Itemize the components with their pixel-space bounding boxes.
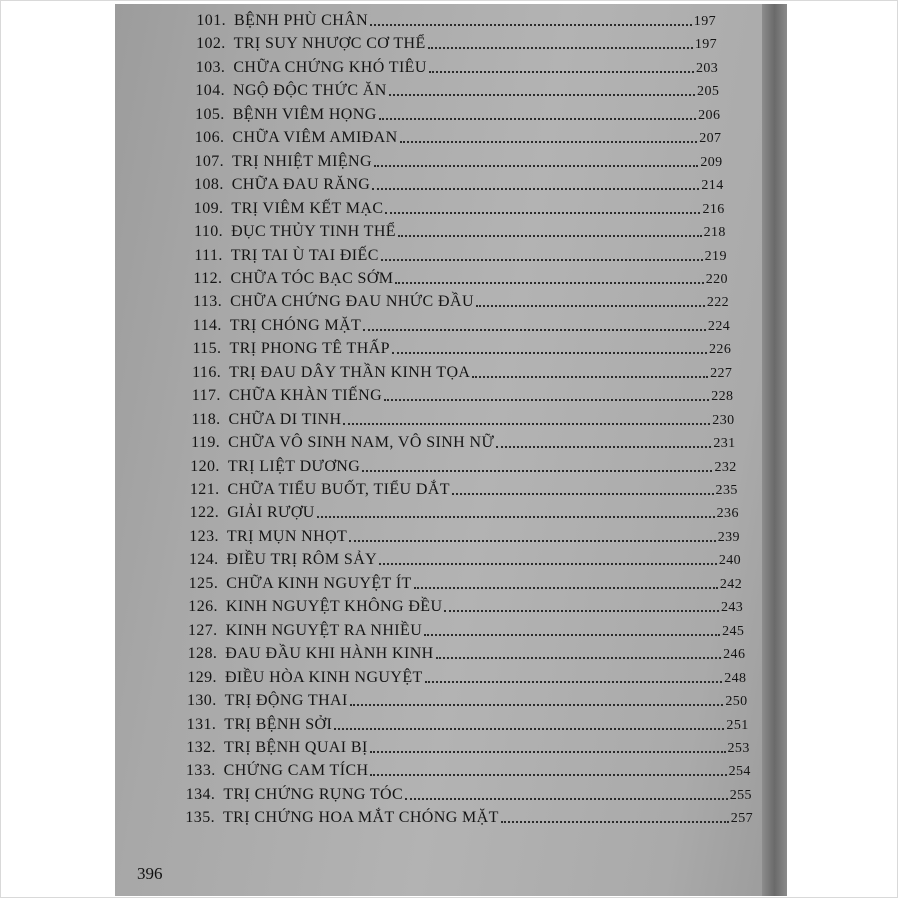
dot-leader [452,492,714,495]
dot-leader [379,562,717,565]
dot-leader [370,773,726,776]
dot-leader [381,258,703,261]
dot-leader [374,164,698,167]
toc-entry-title: KINH NGUYỆT KHÔNG ĐỀU [225,598,443,616]
toc-entry-title: TRỊ BỆNH SỞI [224,715,333,733]
dot-leader [436,656,722,659]
dot-leader [414,586,718,589]
toc-entry [187,243,727,265]
toc-entry-number: 104. [195,82,226,100]
toc-entry-number: 121. [189,481,220,498]
toc-entry-title: TRỊ LIỆT DƯƠNG [227,457,361,475]
toc-entry-page: 231 [713,436,736,452]
dot-leader [363,328,706,331]
toc-entry-page: 248 [724,670,747,686]
toc-entry-number: 111. [194,246,223,264]
toc-entry-number: 114. [192,316,222,334]
dot-leader [444,609,719,612]
dot-leader [317,515,715,518]
toc-entry-number: 105. [195,105,225,123]
toc-entry-number: 125. [188,574,219,592]
toc-entry-title: TRỊ NHIỆT MIỆNG [232,152,372,170]
toc-entry-title: TRỊ CHỨNG HOA MẮT CHÓNG MẶT [223,809,499,827]
toc-entry-number: 120. [190,457,220,475]
toc-entry-page: 214 [701,178,724,194]
toc-entry-title: KINH NGUYỆT RA NHIỀU [225,621,423,639]
toc-entry-title: ĐAU ĐẦU KHI HÀNH KINH [225,645,434,663]
toc-entry-number: 117. [191,387,221,405]
toc-entry [186,266,728,288]
toc-entry-page: 205 [697,84,720,100]
toc-entry-page: 207 [699,131,722,147]
toc-entry-number: 110. [194,223,224,241]
toc-entry [182,594,743,616]
toc-entry-title: TRỊ CHỨNG RỤNG TÓC [223,785,404,803]
toc-entry-title: TRỊ PHONG TÊ THẤP [229,340,390,358]
toc-entry-page: 253 [727,740,750,756]
toc-entry [190,31,717,53]
toc-entry-page: 216 [702,201,725,217]
dot-leader [425,680,723,683]
toc-entry-title: TRỊ ĐAU DÂY THẦN KINH TỌA [229,363,471,381]
toc-entry-title: TRỊ MỤN NHỌT [226,527,348,545]
toc-entry-title: CHỮA VIÊM AMIĐAN [232,129,398,147]
toc-entry-page: 219 [704,248,727,264]
toc-entry-page: 242 [719,576,743,592]
toc-entry-title: ĐIỀU HÒA KINH NGUYỆT [224,668,423,686]
toc-entry [188,149,722,171]
toc-entry-number: 131. [186,715,217,733]
dot-leader [405,797,728,800]
dot-leader [349,539,715,542]
toc-entry-page: 235 [715,483,738,498]
toc-entry-title: CHỮA KHÀN TIẾNG [228,387,383,405]
toc-entry [183,524,740,546]
toc-entry-page: 232 [714,459,737,475]
toc-entry-number: 119. [191,434,221,452]
toc-entry [179,805,753,827]
toc-entry [190,8,716,30]
toc-entry-number: 133. [186,762,216,780]
toc-entry [180,735,750,757]
dot-leader [334,727,724,730]
toc-entry-page: 257 [730,811,753,827]
toc-entry [185,407,735,429]
toc-entry [187,219,726,241]
dot-leader [429,70,694,73]
dot-leader [350,703,724,706]
toc-entry-number: 109. [193,199,224,217]
toc-entry-title: CHỨNG CAM TÍCH [223,762,369,780]
dot-leader [501,820,729,823]
toc-entry-page: 254 [728,764,751,780]
toc-entry-number: 116. [192,363,222,381]
toc-entry-page: 255 [729,787,752,803]
toc-entry-title: CHỮA DI TINH [228,410,342,428]
toc-entry-number: 130. [187,692,217,710]
toc-entry [181,641,745,663]
toc-entry-title: BỆNH PHÙ CHÂN [234,12,369,29]
toc-entry-title: CHỮA CHỨNG KHÓ TIÊU [233,58,427,76]
toc-entry [179,782,752,804]
dot-leader [370,750,726,753]
dot-leader [385,211,700,214]
dot-leader [476,304,705,307]
toc-entry-title: TRỊ ĐỘNG THAI [224,692,348,710]
dot-leader [372,187,699,190]
toc-entry [182,618,745,640]
toc-entry [182,571,742,593]
toc-entry-number: 126. [188,598,218,616]
toc-entry [180,712,748,734]
toc-entry-title: NGỘ ĐỘC THỨC ĂN [233,82,387,100]
dot-leader [384,398,709,401]
toc-entry [186,313,730,335]
toc-entry [180,758,751,780]
toc-entry-number: 101. [196,12,226,29]
toc-entry-title: CHỮA ĐAU RĂNG [231,176,371,194]
toc-entry-page: 209 [700,154,723,170]
toc-entry-page: 224 [707,318,731,334]
toc-entry-page: 251 [726,717,749,733]
toc-entry-page: 236 [716,506,739,522]
toc-entry-page: 227 [710,365,733,381]
toc-entry-number: 106. [194,129,225,147]
dot-leader [343,422,710,425]
toc-entry-page: 206 [698,107,721,123]
toc-entry-page: 228 [711,389,734,405]
dot-leader [362,469,712,472]
toc-entry-number: 115. [192,340,222,358]
toc-entry [185,383,734,405]
toc-entry-page: 246 [723,647,746,663]
toc-entry [183,547,741,569]
toc-entry [187,196,724,218]
toc-entry-title: TRỊ TAI Ù TAI ĐIẾC [230,246,379,264]
toc-entry-number: 128. [187,645,218,663]
toc-entry [189,78,719,100]
toc-entry-page: 240 [718,553,742,569]
dot-leader [472,375,708,378]
toc-entry-page: 197 [693,14,716,29]
toc-entry [188,125,721,147]
toc-entry [188,172,724,194]
toc-entry-title: TRỊ SUY NHƯỢC CƠ THỂ [233,35,426,53]
toc-entry-page: 243 [720,600,744,616]
toc-entry-page: 250 [725,694,748,710]
toc-entry-page: 239 [717,529,740,545]
toc-entry-page: 222 [706,295,730,311]
toc-entry [189,102,721,124]
toc-entry [183,500,739,522]
dot-leader [392,351,707,354]
page-number: 396 [137,864,163,883]
toc-entry-title: BỆNH VIÊM HỌNG [232,105,377,123]
toc-entry [189,55,718,77]
toc-entry-number: 122. [189,504,220,522]
toc-entry [184,477,738,499]
dot-leader [424,633,720,636]
toc-entry-title: CHỮA TÓC BẠC SỚM [230,269,394,287]
toc-entry-title: CHỮA CHỨNG ĐAU NHỨC ĐẦU [230,293,474,311]
dot-leader [395,281,703,284]
toc-entry-page: 245 [722,623,745,639]
toc-entry-page: 220 [705,271,728,287]
dot-leader [370,23,692,26]
toc-entry [181,688,748,710]
toc-entry-page: 218 [703,225,726,241]
toc-entry-title: TRỊ VIÊM KẾT MẠC [231,199,384,217]
toc-entry-title: ĐIỀU TRỊ RÔM SẢY [226,551,378,569]
toc-entry-page: 197 [694,37,718,53]
dot-leader [496,445,711,448]
dot-leader [379,117,696,120]
toc-entry-title: CHỮA VÔ SINH NAM, VÔ SINH NỮ [228,434,495,452]
toc-entry-page: 230 [712,412,735,428]
toc-entry-number: 108. [194,176,224,194]
toc-entry-number: 118. [191,410,221,428]
toc-entry-number: 103. [195,58,226,76]
toc-entry-number: 135. [185,809,215,827]
toc-entry-number: 129. [187,668,217,686]
toc-entry [184,454,737,476]
dot-leader [389,93,695,96]
toc-entry-title: ĐỤC THỦY TINH THỂ [231,223,396,241]
toc-entry-number: 123. [189,527,219,545]
dot-leader [398,234,702,237]
toc-entry-number: 112. [193,269,223,287]
toc-entry-title: TRỊ BỆNH QUAI BỊ [223,738,368,756]
toc-entry-number: 127. [187,621,218,639]
toc-entry-page: 226 [709,342,732,358]
toc-entry-title: CHỮA KINH NGUYỆT ÍT [226,574,412,592]
toc-entry-number: 102. [196,35,226,53]
toc-entry [181,665,747,687]
toc-entry-number: 132. [186,738,216,756]
dot-leader [400,140,698,143]
toc-entry-number: 134. [185,785,216,803]
toc-entry-title: CHỮA TIỂU BUỐT, TIỂU DẮT [227,481,450,498]
toc-entry-number: 124. [188,551,219,569]
toc-entry-number: 113. [193,293,223,311]
toc-entry [185,360,732,382]
toc-entry-title: TRỊ CHÓNG MẶT [229,316,362,334]
dot-leader [428,46,693,49]
toc-entry [186,289,729,311]
toc-entry [184,430,735,452]
toc-entry-title: GIẢI RƯỢU [227,504,315,522]
toc-entry [185,336,731,358]
toc-entry-page: 203 [695,60,719,76]
toc-entry-number: 107. [194,152,225,170]
